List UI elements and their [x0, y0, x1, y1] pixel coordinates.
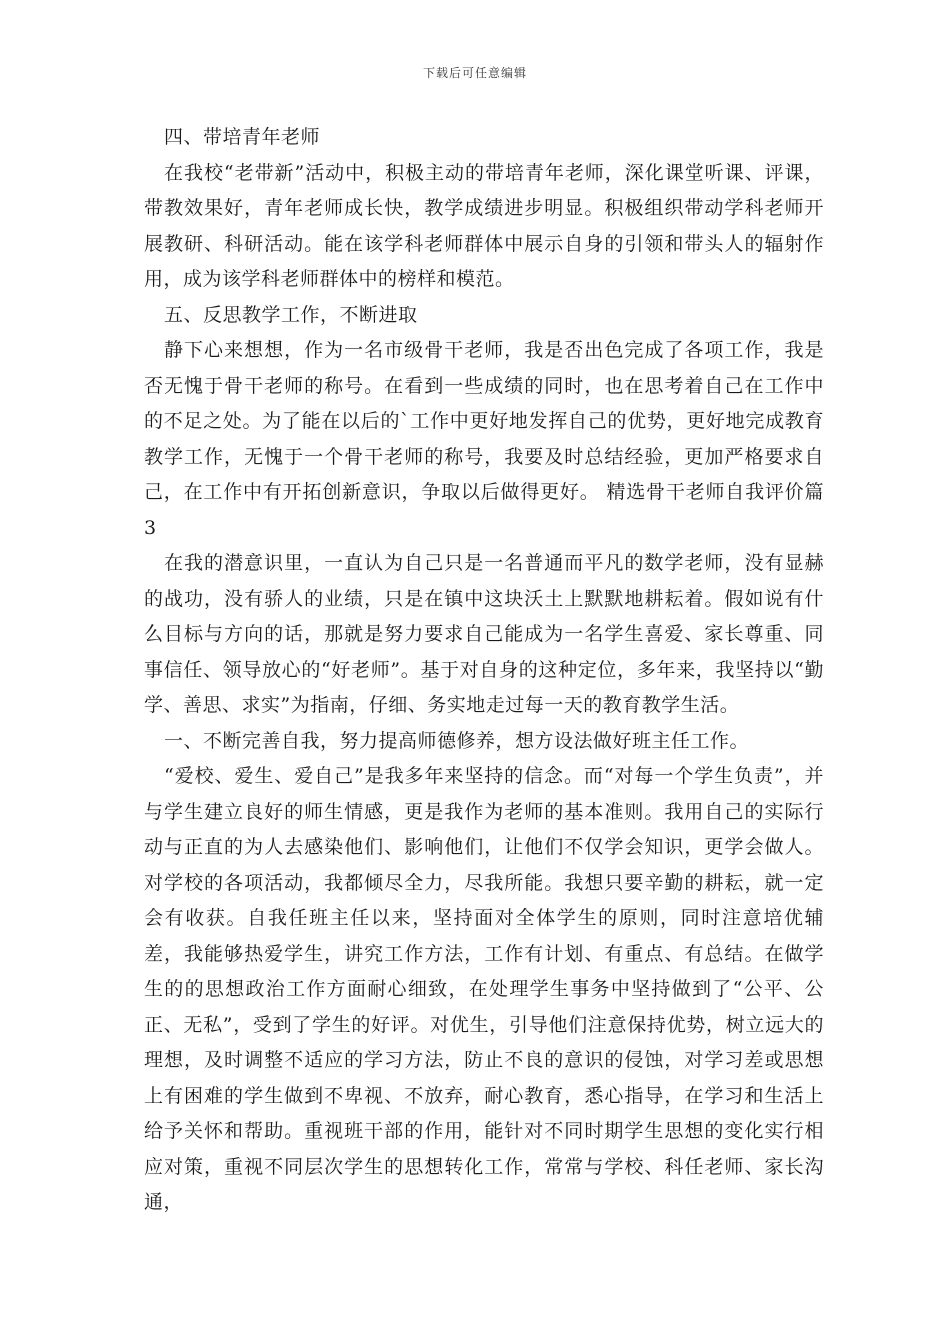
paragraph-class-work: “爱校、爱生、爱自己”是我多年来坚持的信念。而“对每一个学生负责”，并与学生建立良好的师生情感，更是我作为老师的基本准则。我用自己的实际行动与正直的为人去感染他们、影响他们，让他们不仅学会知识，更学会做人。对学校的各项活动，我都倾尽全力，尽我所能。我想只要辛勤的耕耘，就一定会有收获。自我任班主任以来，坚持面对全体学生的原则，同时注意培优辅差，我能够热爱学生，讲究工作方法，工作有计划、有重点、有总结。在做学生的的思想政治工作方面耐心细致，在处理学生事务中坚持做到了“公平、公正、无私”，受到了学生的好评。对优生，引导他们注意保持优势，树立远大的理想，及时调整不适应的学习方法，防止不良的意识的侵蚀，对学习差或思想上有困难的学生做到不卑视、不放弃，耐心教育，悉心指导，在学习和生活上给予关怀和帮助。重视班干部的作用，能针对不同时期学生思想的变化实行相应对策，重视不同层次学生的思想转化工作，常常与学校、科任老师、家长沟通， — [144, 765, 824, 1213]
paragraph-reflection: 静下心来想想，作为一名市级骨干老师，我是否出色完成了各项工作，我是否无愧于骨干老师的称号。在看到一些成绩的同时，也在思考着自己在工作中的不足之处。为了能在以后的`工作中更好地发挥自己的优势，更好地完成教育教学工作，无愧于一个骨干老师的称号，我要及时总结经验，更加严格要求自己，在工作中有开拓创新意识，争取以后做得更好。 精选骨干老师自我评价篇3 — [144, 339, 824, 539]
paragraph-mentoring: 在我校“老带新”活动中，积极主动的带培青年老师，深化课堂听课、评课，带教效果好，青年老师成长快，教学成绩进步明显。积极组织带动学科老师开展教研、科研活动。能在该学科老师群体中展示自身的引领和带头人的辐射作用，成为该学科老师群体中的榜样和模范。 — [144, 161, 824, 290]
paragraph-self-intro: 在我的潜意识里，一直认为自己只是一名普通而平凡的数学老师，没有显赫的战功，没有骄人的业绩，只是在镇中这块沃土上默默地耕耘着。假如说有什么目标与方向的话，那就是努力要求自己能成为一名学生喜爱、家长尊重、同事信任、领导放心的“好老师”。基于对自身的这种定位，多年来，我坚持以“勤学、善思、求实”为指南，仔细、务实地走过每一天的教育教学生活。 — [144, 552, 824, 716]
section-heading-5: 五、反思教学工作，不断进取 — [164, 303, 418, 326]
page-header: 下载后可任意编辑 — [422, 66, 527, 80]
document-body — [144, 120, 824, 1221]
section-heading-1: 一、不断完善自我，努力提高师德修养，想方设法做好班主任工作。 — [164, 729, 750, 752]
section-heading-4: 四、带培青年老师 — [164, 126, 321, 148]
